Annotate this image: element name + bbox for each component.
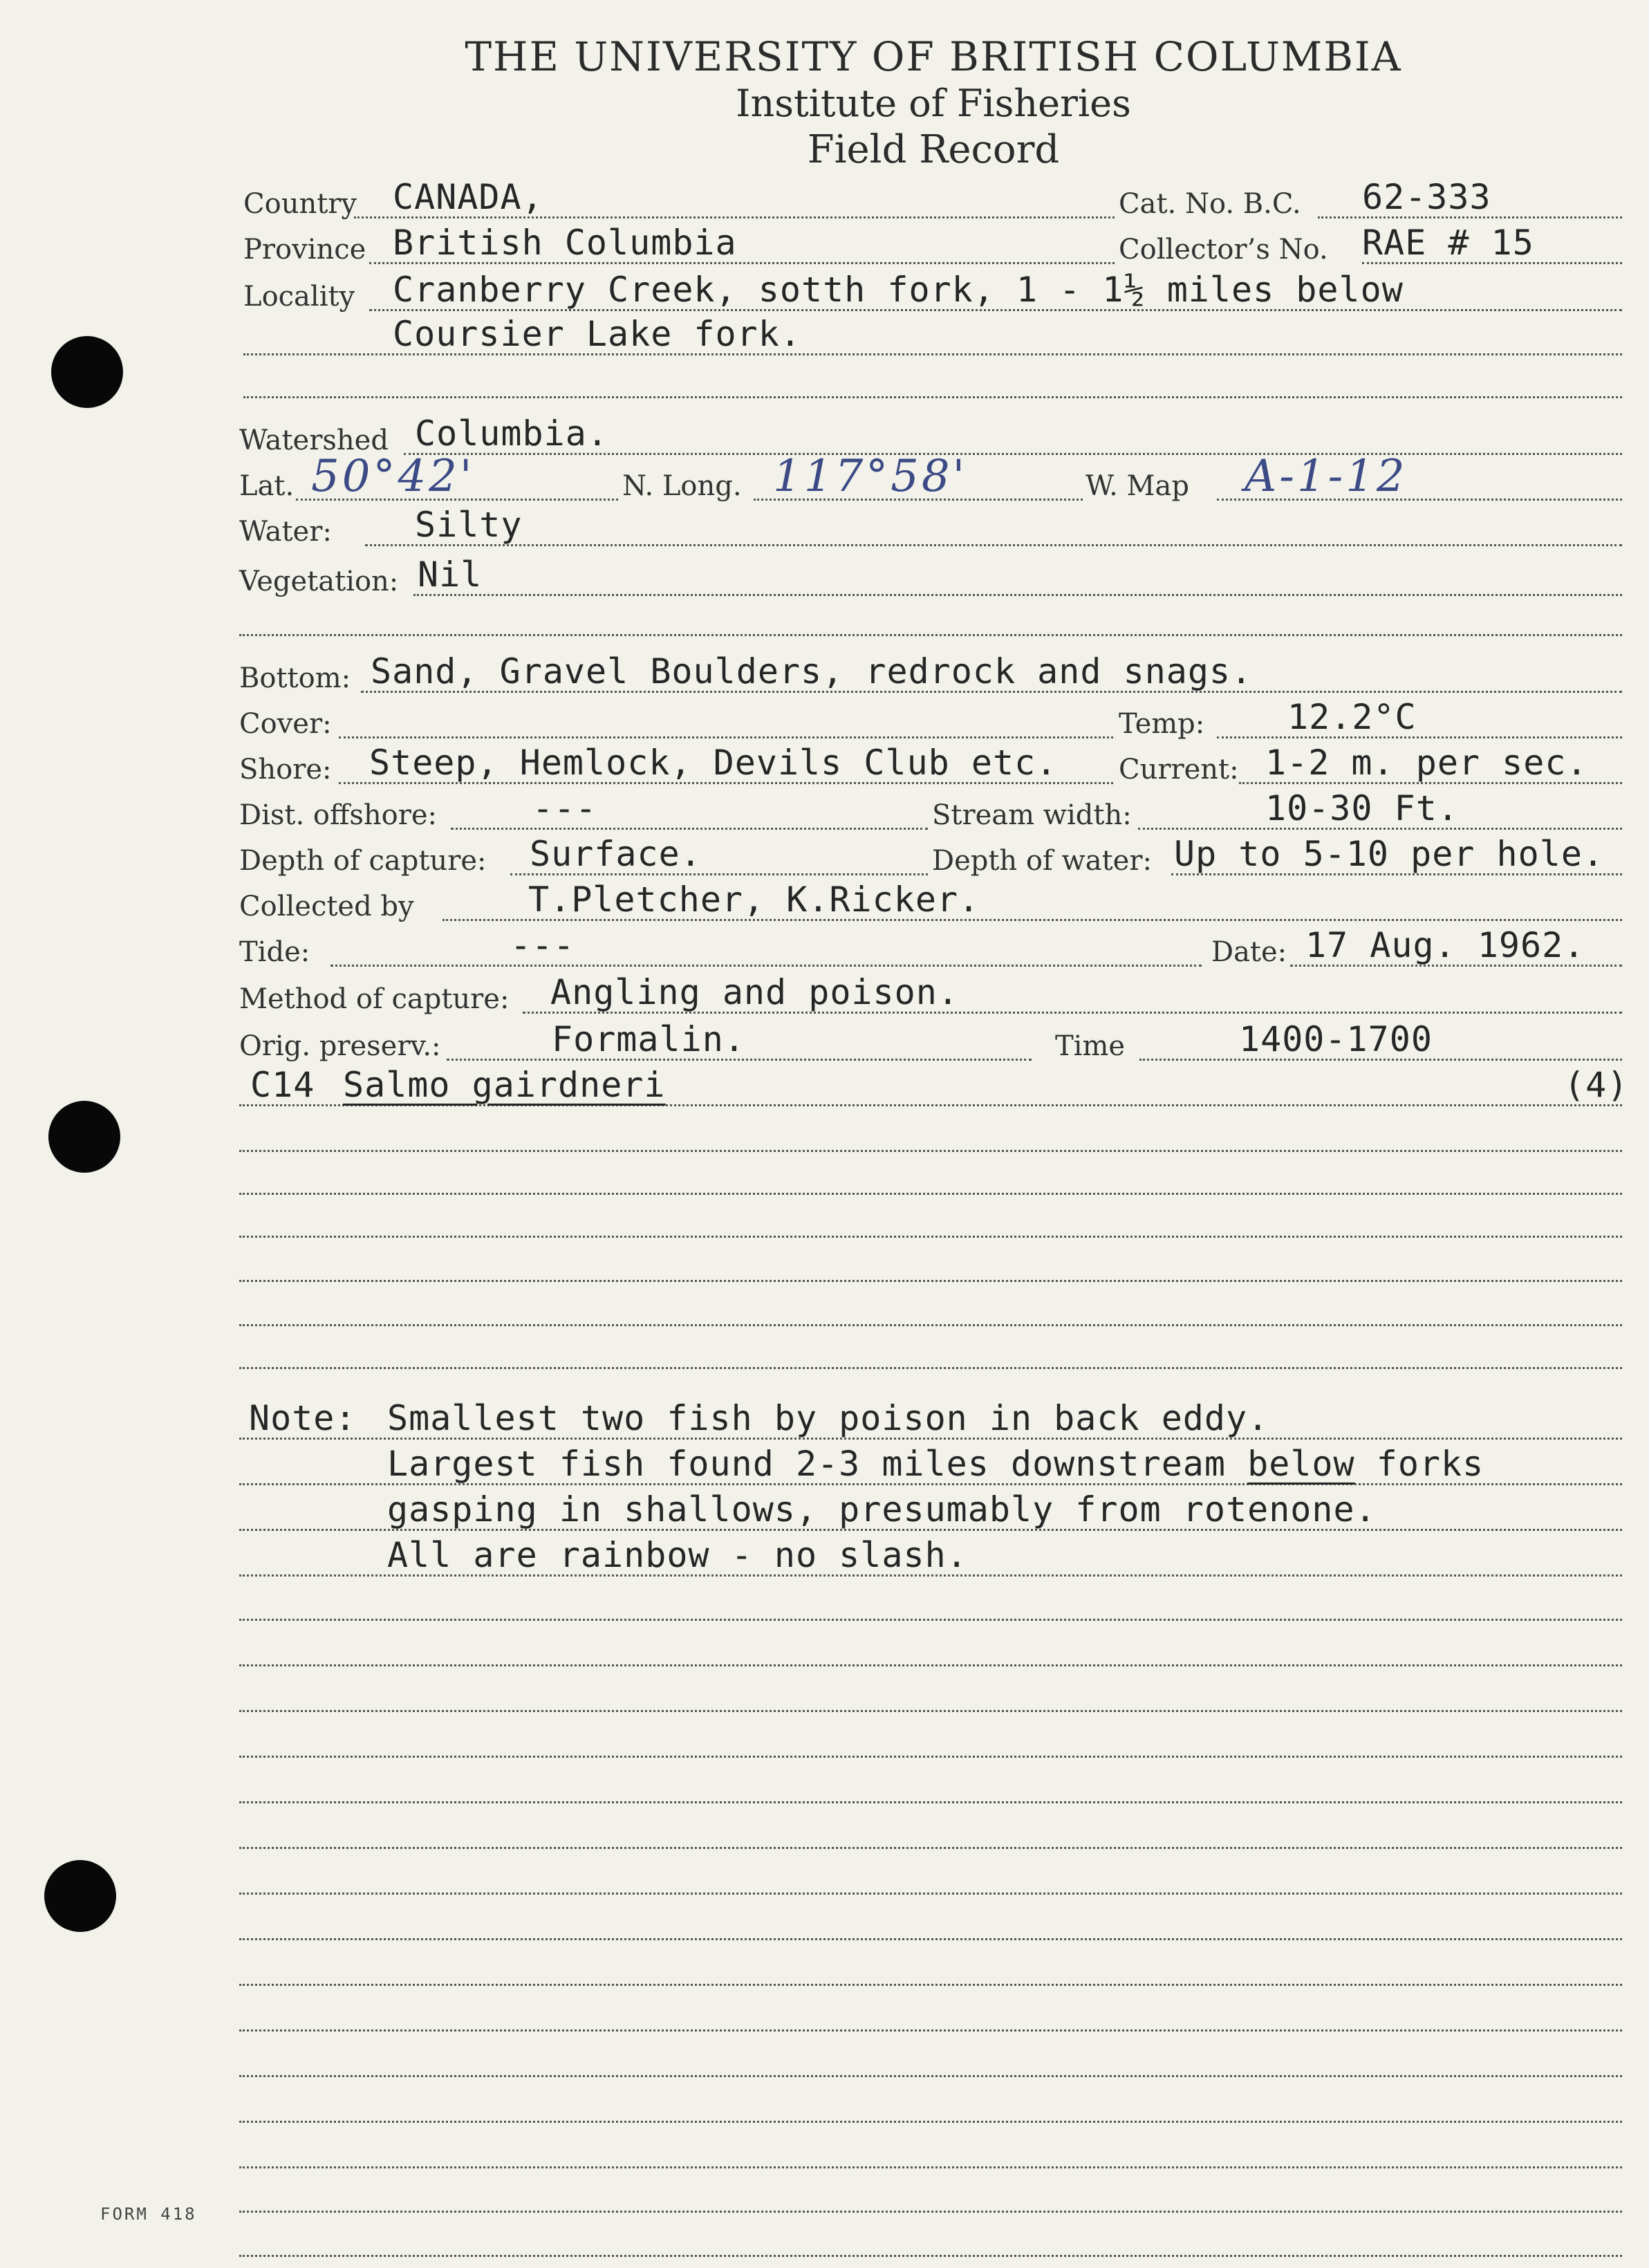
row-collected-by <box>0 880 1649 927</box>
dist-offshore-line <box>451 828 928 830</box>
row-depth <box>0 834 1649 881</box>
blank-line-16 <box>239 1938 1622 1940</box>
blank-line-1 <box>243 396 1622 398</box>
cover-label: Cover: <box>239 708 332 740</box>
row-blank-21 <box>0 2131 1649 2174</box>
species-name: Salmo gairdneri <box>343 1065 666 1105</box>
row-blank-1 <box>0 361 1649 404</box>
method-label: Method of capture: <box>239 983 510 1015</box>
blank-line-13 <box>239 1801 1622 1803</box>
blank-line-12 <box>239 1756 1622 1758</box>
blank-line-3 <box>239 1150 1622 1152</box>
dist-offshore-value: --- <box>532 788 597 828</box>
watershed-label: Watershed <box>239 425 389 456</box>
row-blank-20 <box>0 2085 1649 2128</box>
note-label: Note: <box>249 1398 357 1438</box>
date-value: 17 Aug. 1962. <box>1305 925 1585 965</box>
depth-water-value: Up to 5-10 per hole. <box>1174 834 1605 874</box>
depth-water-label: Depth of water: <box>932 845 1152 877</box>
blank-line-9 <box>239 1619 1622 1621</box>
row-dist-offshore <box>0 788 1649 835</box>
water-line <box>365 544 1622 546</box>
orig-preserv-label: Orig. preserv.: <box>239 1030 441 1062</box>
row-note-2 <box>0 1444 1649 1491</box>
water-value: Silty <box>415 505 523 545</box>
note-line4-text: All are rainbow - no slash. <box>387 1535 968 1575</box>
row-blank-6 <box>0 1245 1649 1288</box>
blank-line-19 <box>239 2075 1622 2077</box>
shore-value: Steep, Hemlock, Devils Club etc. <box>369 743 1058 783</box>
blank-line-17 <box>239 1984 1622 1986</box>
blank-line-15 <box>239 1893 1622 1895</box>
row-blank-8 <box>0 1332 1649 1375</box>
country-label: Country <box>243 188 357 220</box>
blank-line-22 <box>239 2211 1622 2213</box>
blank-line-10 <box>239 1664 1622 1666</box>
blank-line-21 <box>239 2166 1622 2168</box>
locality-label: Locality <box>243 281 355 313</box>
blank-line-2 <box>239 634 1622 636</box>
row-blank-14 <box>0 1812 1649 1855</box>
note-line2-part-c: forks <box>1376 1444 1484 1484</box>
province-label: Province <box>243 234 366 266</box>
note-line2-part-a: Largest fish found 2-3 miles downstream <box>387 1444 1226 1484</box>
current-label: Current: <box>1119 754 1239 786</box>
row-preserv <box>0 1019 1649 1066</box>
vegetation-line <box>413 594 1622 596</box>
blank-line-5 <box>239 1236 1622 1238</box>
note-line1-text: Smallest two fish by poison in back eddy. <box>387 1398 1269 1438</box>
temp-label: Temp: <box>1119 708 1205 740</box>
row-blank-12 <box>0 1720 1649 1763</box>
row-blank-10 <box>0 1629 1649 1672</box>
department-title: Institute of Fisheries <box>736 82 1131 125</box>
date-label: Date: <box>1211 936 1287 968</box>
temp-value: 12.2°C <box>1287 697 1417 737</box>
institution-title: THE UNIVERSITY OF BRITISH COLUMBIA <box>465 33 1402 80</box>
time-label: Time <box>1055 1030 1126 1062</box>
depth-capture-label: Depth of capture: <box>239 845 487 877</box>
country-value: CANADA, <box>393 177 543 217</box>
locality-value-line1: Cranberry Creek, sotth fork, 1 - 1½ miles below <box>393 270 1404 310</box>
row-cover <box>0 697 1649 744</box>
bottom-value: Sand, Gravel Boulders, redrock and snags. <box>371 651 1253 691</box>
bottom-label: Bottom: <box>239 662 351 694</box>
row-blank-23 <box>0 2220 1649 2262</box>
blank-line-23 <box>239 2255 1622 2257</box>
blank-line-20 <box>239 2121 1622 2123</box>
long-value: 117°58' <box>773 451 968 502</box>
form-title: Field Record <box>807 127 1060 172</box>
row-bottom <box>0 651 1649 698</box>
row-locality-2 <box>0 314 1649 361</box>
vegetation-label: Vegetation: <box>239 566 399 597</box>
row-note-4 <box>0 1535 1649 1582</box>
note-line2-text <box>387 1444 1484 1484</box>
collectors-no-label: Collector’s No. <box>1119 234 1328 266</box>
depth-capture-value: Surface. <box>530 834 702 874</box>
cat-no-label: Cat. No. B.C. <box>1119 188 1301 220</box>
blank-line-14 <box>239 1847 1622 1849</box>
map-label: W. Map <box>1086 470 1189 502</box>
row-blank-19 <box>0 2040 1649 2083</box>
blank-line-4 <box>239 1193 1622 1195</box>
row-blank-17 <box>0 1949 1649 1991</box>
locality-value-line2: Coursier Lake fork. <box>393 314 801 354</box>
temp-line <box>1217 736 1622 738</box>
cat-no-value: 62-333 <box>1362 177 1491 217</box>
row-blank-15 <box>0 1857 1649 1900</box>
collected-by-value: T.Pletcher, K.Ricker. <box>528 880 980 920</box>
row-blank-4 <box>0 1158 1649 1200</box>
blank-line-11 <box>239 1710 1622 1712</box>
time-value: 1400-1700 <box>1239 1019 1433 1059</box>
species-count: (4) <box>1564 1065 1629 1105</box>
long-label: N. Long. <box>622 470 742 502</box>
blank-line-8 <box>239 1367 1622 1369</box>
row-province <box>0 223 1649 270</box>
form-number: FORM 418 <box>100 2204 197 2224</box>
row-blank-9 <box>0 1583 1649 1626</box>
blank-line-7 <box>239 1324 1622 1326</box>
province-value: British Columbia <box>393 223 737 263</box>
row-note-1 <box>0 1398 1649 1445</box>
row-blank-11 <box>0 1675 1649 1718</box>
species-code: C14 <box>250 1065 315 1105</box>
row-vegetation <box>0 555 1649 602</box>
method-value: Angling and poison. <box>550 972 959 1012</box>
row-blank-18 <box>0 1994 1649 2037</box>
tide-line <box>330 965 1202 967</box>
row-species <box>0 1065 1649 1112</box>
tide-value: --- <box>510 925 575 965</box>
cover-line <box>339 736 1113 738</box>
note-line2-part-b: below <box>1247 1444 1355 1484</box>
collected-by-label: Collected by <box>239 891 414 922</box>
row-method <box>0 972 1649 1019</box>
blank-line-6 <box>239 1280 1622 1282</box>
dist-offshore-label: Dist. offshore: <box>239 799 438 831</box>
row-blank-16 <box>0 1903 1649 1946</box>
lat-value: 50°42' <box>311 451 475 502</box>
note-line3-text: gasping in shallows, presumably from rotenone. <box>387 1489 1377 1530</box>
orig-preserv-value: Formalin. <box>552 1019 745 1059</box>
row-coordinates <box>0 451 1649 506</box>
current-value: 1-2 m. per sec. <box>1265 743 1588 783</box>
row-water <box>0 505 1649 552</box>
stream-width-label: Stream width: <box>932 799 1132 831</box>
blank-line-18 <box>239 2029 1622 2032</box>
row-tide <box>0 925 1649 972</box>
row-blank-7 <box>0 1289 1649 1332</box>
row-blank-2 <box>0 599 1649 642</box>
row-shore <box>0 743 1649 790</box>
row-locality-1 <box>0 270 1649 317</box>
lat-label: Lat. <box>239 470 295 502</box>
row-blank-22 <box>0 2175 1649 2218</box>
stream-width-value: 10-30 Ft. <box>1265 788 1459 828</box>
watershed-value: Columbia. <box>415 413 608 454</box>
collectors-no-value: RAE # 15 <box>1362 223 1534 263</box>
row-blank-5 <box>0 1200 1649 1243</box>
water-label: Water: <box>239 516 332 548</box>
row-blank-3 <box>0 1115 1649 1158</box>
map-value: A-1-12 <box>1245 451 1408 502</box>
row-note-3 <box>0 1489 1649 1536</box>
row-country <box>0 177 1649 224</box>
row-blank-13 <box>0 1766 1649 1809</box>
tide-label: Tide: <box>239 936 310 968</box>
shore-label: Shore: <box>239 754 332 786</box>
vegetation-value: Nil <box>418 555 483 595</box>
